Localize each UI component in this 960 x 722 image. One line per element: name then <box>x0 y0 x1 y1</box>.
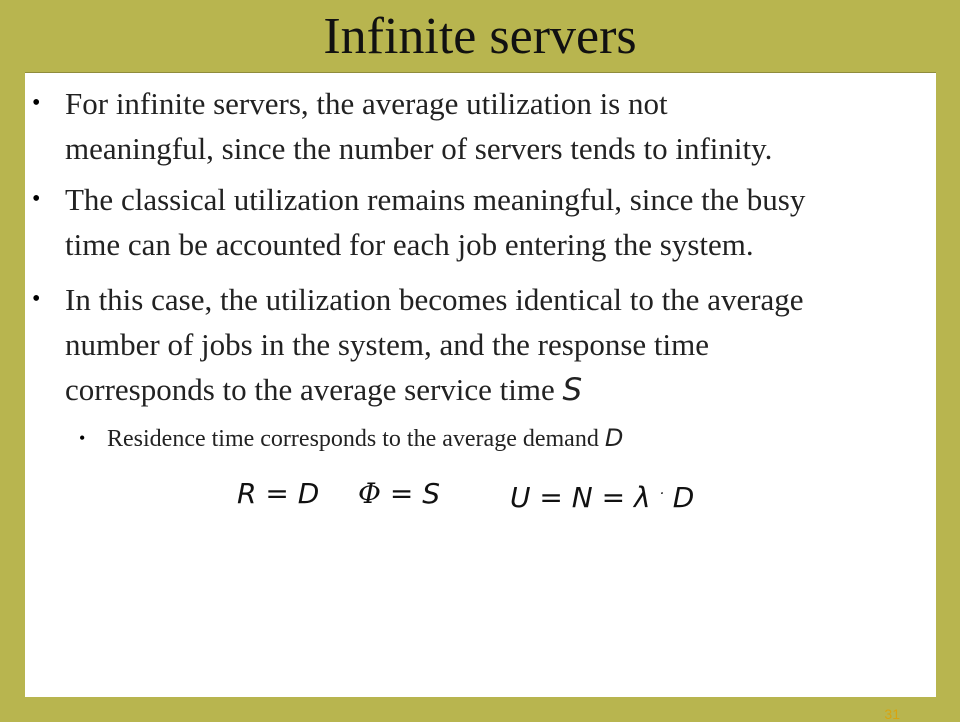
slide-title: Infinite servers <box>323 8 637 65</box>
bullet-text-3-body: In this case, the utilization becomes identical to the average number of jobs in the system, and the response time corresponds to the average service time <box>65 282 804 407</box>
phi-formula <box>358 475 440 513</box>
utilization-formula-left: U = N = λ <box>510 481 660 514</box>
content-panel <box>25 72 936 697</box>
bullet-icon: • <box>32 90 41 116</box>
bullet-text-2: The classical utilization remains meaningful, since the busy time can be accounted for each job entering the system. <box>65 182 806 262</box>
slide-number: 31 <box>884 706 900 722</box>
phi-symbol: Φ <box>358 477 381 510</box>
bullet-text-1: For infinite servers, the average utilization is not meaningful, since the number of servers tends to infinity. <box>65 86 773 166</box>
sub-bullet-text <box>107 419 927 458</box>
bullet-text-3 <box>65 277 935 413</box>
service-time-variable: S <box>562 372 583 408</box>
multiplication-dot: · <box>659 486 664 502</box>
sub-bullet-text-body: Residence time corresponds to the average demand <box>107 426 605 452</box>
bullet-icon: • <box>32 286 41 312</box>
utilization-formula-right: D <box>663 481 695 514</box>
formula-row <box>25 475 936 513</box>
phi-formula-rest: = S <box>380 477 441 510</box>
bullet-icon: • <box>32 186 41 212</box>
demand-variable: D <box>604 424 624 452</box>
utilization-formula <box>510 475 694 517</box>
response-time-formula: R = D <box>237 477 320 510</box>
sub-bullet-icon: • <box>79 428 86 448</box>
